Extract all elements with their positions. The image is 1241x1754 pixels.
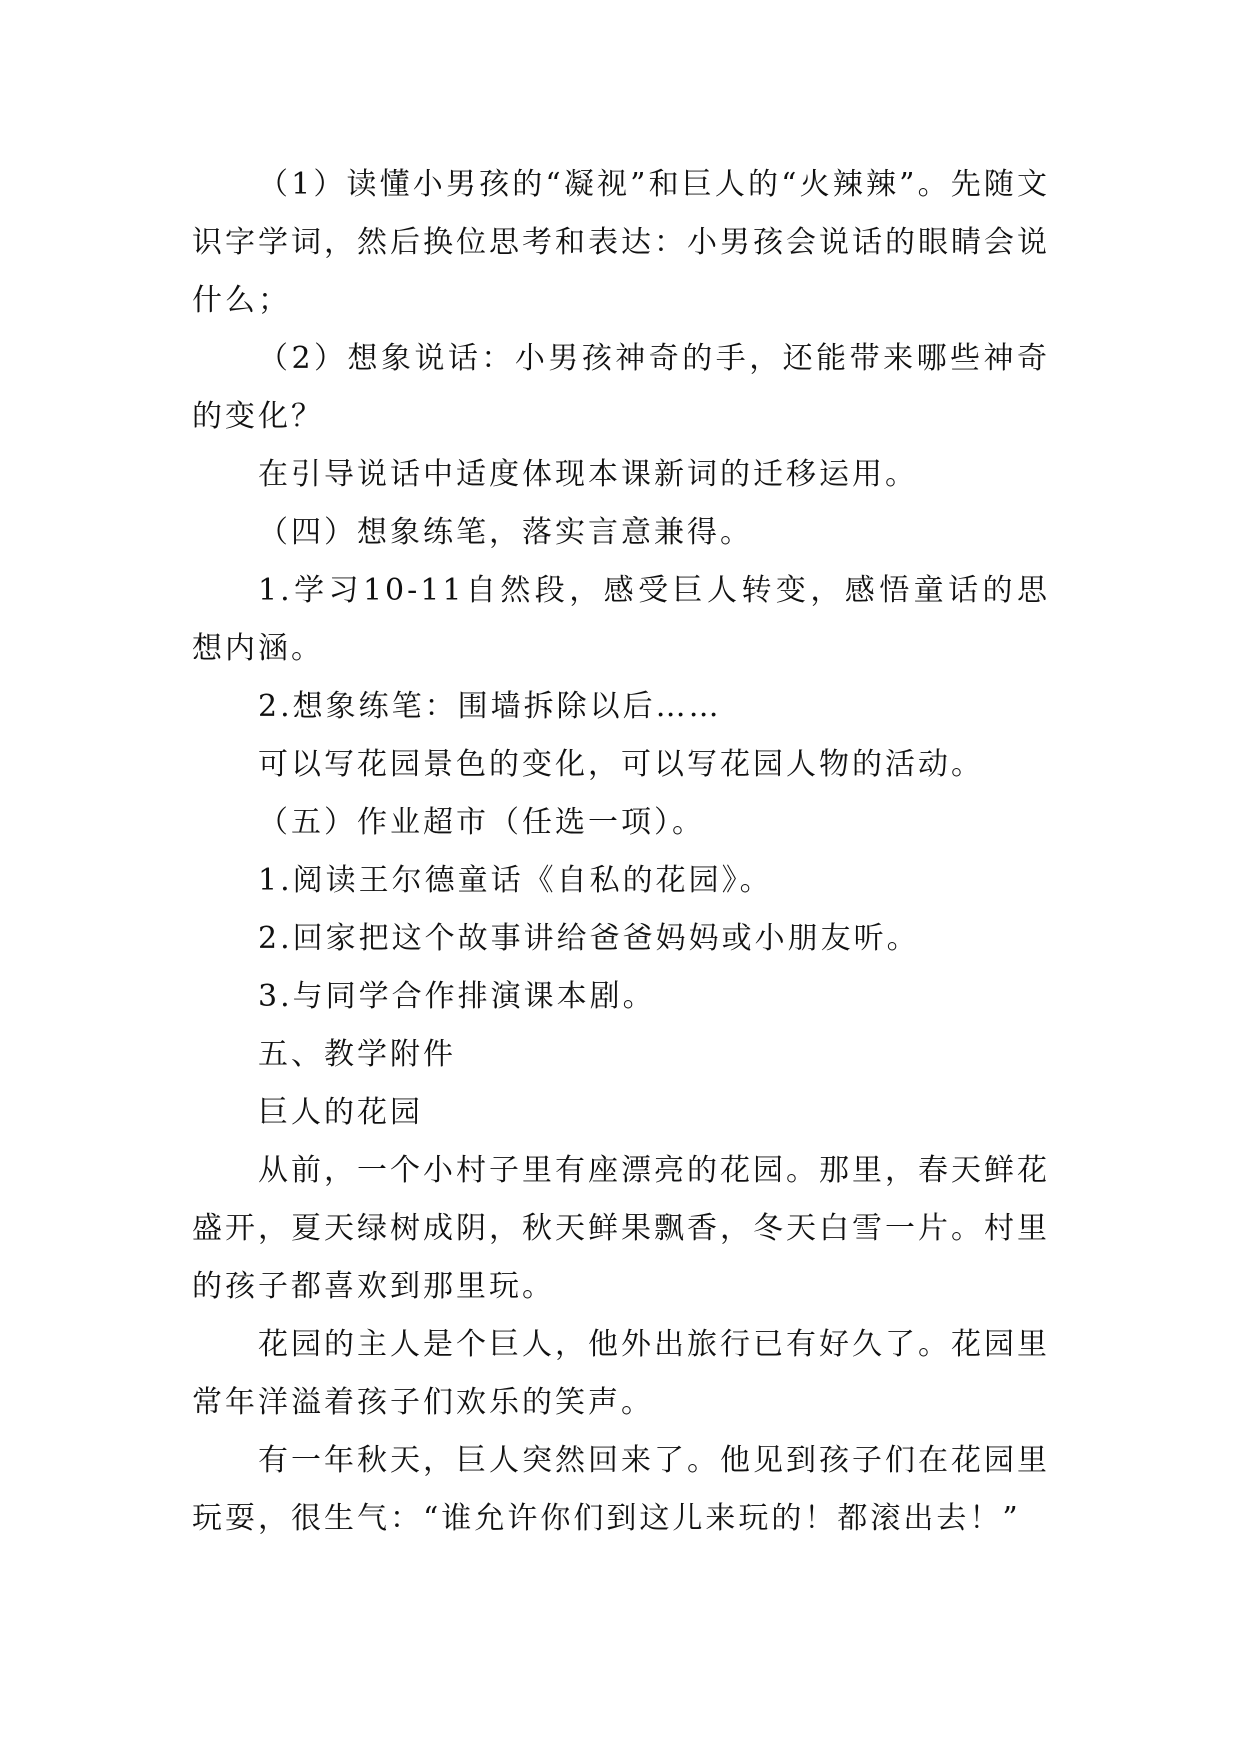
section-heading-attachment: 五、教学附件 bbox=[258, 1037, 456, 1072]
story-paragraph-3: 有一年秋天，巨人突然回来了。他见到孩子们在花园里玩耍，很生气：“谁允许你们到这儿来玩的！都滚出去！” bbox=[192, 1443, 1050, 1536]
story-paragraph-1: 从前，一个小村子里有座漂亮的花园。那里，春天鲜花盛开，夏天绿树成阴，秋天鲜果飘香，冬天白雪一片。村里的孩子都喜欢到那里玩。 bbox=[192, 1153, 1050, 1304]
document-body bbox=[192, 156, 1050, 1548]
story-paragraph-2: 花园的主人是个巨人，他外出旅行已有好久了。花园里常年洋溢着孩子们欢乐的笑声。 bbox=[192, 1327, 1050, 1420]
story-title: 巨人的花园 bbox=[258, 1095, 423, 1130]
section-heading-5: （五）作业超市（任选一项）。 bbox=[258, 805, 705, 840]
homework-item-3: 3.与同学合作排演课本剧。 bbox=[258, 979, 656, 1014]
homework-item-1: 1.阅读王尔德童话《自私的花园》。 bbox=[258, 863, 773, 898]
paragraph-writing-hint: 可以写花园景色的变化，可以写花园人物的活动。 bbox=[258, 747, 984, 782]
homework-item-2: 2.回家把这个故事讲给爸爸妈妈或小朋友听。 bbox=[258, 921, 920, 956]
section-heading-4: （四）想象练笔，落实言意兼得。 bbox=[258, 515, 753, 550]
paragraph-step-1: 1.学习10-11自然段，感受巨人转变，感悟童话的思想内涵。 bbox=[192, 573, 1050, 666]
paragraph-activity-1: （1）读懂小男孩的“凝视”和巨人的“火辣辣”。先随文识字学词，然后换位思考和表达：小男孩会说话的眼睛会说什么； bbox=[192, 167, 1050, 318]
paragraph-step-2: 2.想象练笔：围墙拆除以后…… bbox=[258, 689, 722, 724]
paragraph-activity-2: （2）想象说话：小男孩神奇的手，还能带来哪些神奇的变化？ bbox=[192, 341, 1050, 434]
paragraph-guidance: 在引导说话中适度体现本课新词的迁移运用。 bbox=[258, 457, 918, 492]
